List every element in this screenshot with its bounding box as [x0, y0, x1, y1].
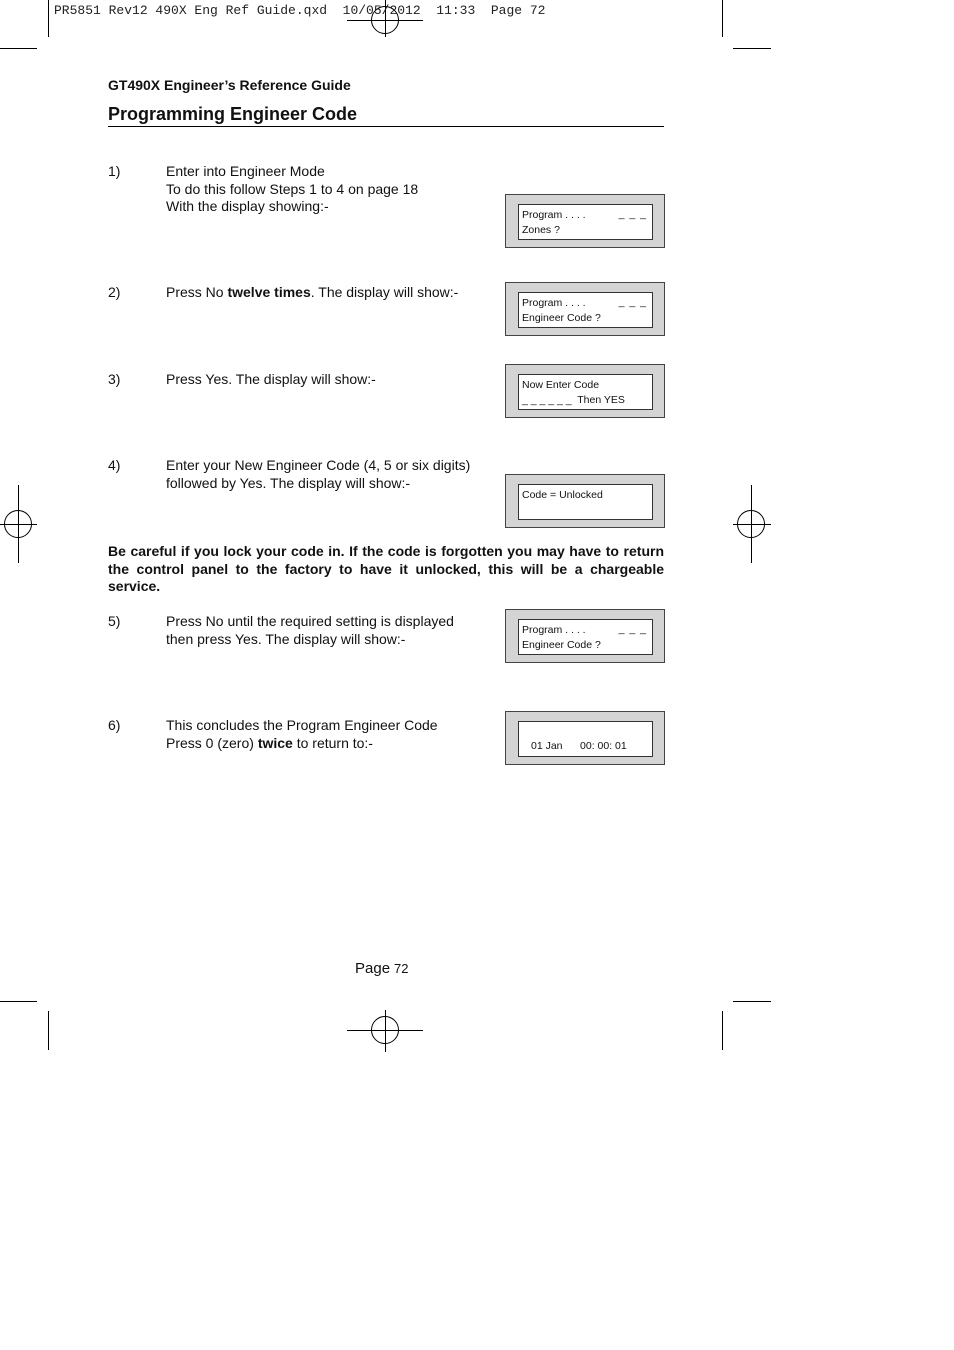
keypad-display — [505, 194, 665, 248]
page-number: 72 — [394, 961, 409, 976]
display-screen: Program . . . . _ _ _ Engineer Code ? — [518, 619, 653, 655]
step-number: 3) — [108, 371, 121, 387]
keypad-display — [505, 474, 665, 528]
step-number: 6) — [108, 717, 121, 733]
keypad-display — [505, 711, 665, 765]
guide-title: GT490X Engineer’s Reference Guide — [108, 77, 351, 93]
step-text: Press No twelve times. The display will show:- — [166, 284, 459, 300]
display-screen: Program . . . . _ _ _ Engineer Code ? — [518, 292, 653, 328]
step-text: This concludes the Program Engineer Code Press 0 (zero) twice to return to:- — [166, 717, 438, 751]
step-number: 4) — [108, 457, 121, 473]
display-screen: Now Enter Code _ _ _ _ _ _ Then YES — [518, 374, 653, 410]
step-text: Press No until the required setting is displayed then press Yes. The display will show:- — [166, 613, 454, 647]
page-footer — [355, 960, 409, 977]
warning-note: Be careful if you lock your code in. If the code is forgotten you may have to return the control panel to the factory to have it unlocked, this will be a chargeable service. — [108, 543, 664, 594]
keypad-display — [505, 282, 665, 336]
step-text: Enter your New Engineer Code (4, 5 or six digits) followed by Yes. The display will show:- — [166, 457, 471, 491]
display-screen: 01 Jan 00: 00: 01 — [518, 721, 653, 757]
display-screen: Program . . . . _ _ _ Zones ? — [518, 204, 653, 240]
page-label: Page — [355, 960, 391, 977]
step-text: Press Yes. The display will show:- — [166, 371, 376, 387]
step-number: 2) — [108, 284, 121, 300]
print-slug: PR5851 Rev12 490X Eng Ref Guide.qxd 10/05/2012 11:33 Page 72 — [54, 3, 546, 18]
section-title: Programming Engineer Code — [108, 104, 664, 127]
keypad-display — [505, 364, 665, 418]
step-number: 1) — [108, 163, 121, 179]
keypad-display — [505, 609, 665, 663]
display-screen: Code = Unlocked — [518, 484, 653, 520]
step-number: 5) — [108, 613, 121, 629]
step-text: Enter into Engineer Mode To do this follow Steps 1 to 4 on page 18 With the display showing:- — [166, 163, 419, 214]
